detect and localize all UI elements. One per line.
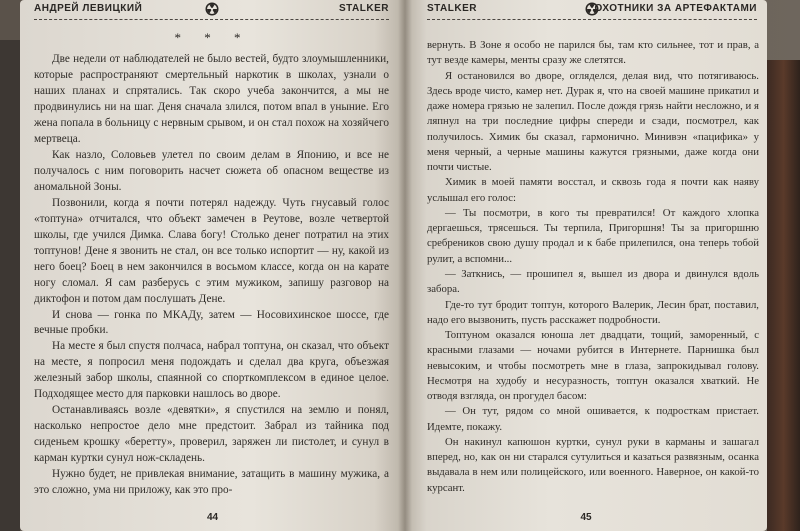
book-gutter: [398, 0, 412, 531]
running-head-title: ОХОТНИКИ ЗА АРТЕФАКТАМИ: [594, 3, 757, 14]
running-head-series: STALKER: [339, 3, 389, 14]
header-rule: [34, 19, 389, 20]
paragraph: Он накинул капюшон куртки, сунул руки в карманы и зашагал вперед, но, как он ни старался сутулиться и казаться развязным, осанка выдавала в нем или полицейского, или военного. Наверное, он какой-то курсант.: [427, 435, 759, 494]
paragraph: Где-то тут бродит топтун, которого Валерик, Лесин брат, поставил, надо его вызвонить, пусть расскажет подробности.: [427, 298, 759, 326]
left-page: [20, 0, 405, 531]
left-page-header: [34, 0, 389, 22]
left-page-body: [34, 52, 389, 499]
paragraph: Топтуном оказался юноша лет двадцати, тощий, заморенный, с красными глазами — ночами рубится в Интернете. Парнишка был невысоким, и чтобы посмотреть мне в глаза, запрокидывал голову. Несмотря на худобу и несуразность, топтун оказался хваткий. Не отводя взгляда, он прогудел басом:: [427, 329, 759, 403]
paragraph: Химик в моей памяти восстал, и сквозь года я почти как наяву услышал его голос:: [427, 176, 759, 204]
page-number: 45: [580, 512, 592, 523]
paragraph: Нужно будет, не привлекая внимание, затащить в машину мужика, а это сложно, ума ни приложу, как это про-: [34, 468, 389, 497]
radiation-emblem-icon: [205, 2, 219, 16]
paragraph: Я остановился во дворе, огляделся, делая вид, что потягиваюсь. Здесь вроде чисто, камер нет. Дурак я, что на своей машине прикатил и даже номера грязью не залепил. После дождя грязь найти несложно, и я ляпнул на три последние цифры спереди и сзади, посмотрел, как получилось. Химик бы сказал, гармонично. Минивэн «пацифика» у меня черный, а черные машины кажутся грязными, даже когда они почти чистые.: [427, 69, 759, 174]
paragraph: Две недели от наблюдателей не было вестей, будто злоумышленники, которые распространяют смертельный наркотик в школах, узнали о наших планах и спрятались. Так скоро учеба закончится, а мы не продвинулись ни на шаг. Деня сначала злился, потом впал в уныние. Его жена попала в больницу с нервным срывом, и он стал похож на хозяйчего мертвеца.: [34, 53, 389, 145]
right-page-header: [427, 0, 757, 22]
paragraph: — Заткнись, — прошипел я, вышел из двора и двинулся вдоль забора.: [427, 267, 759, 296]
paragraph: Как назло, Соловьев улетел по своим делам в Японию, и все не получалось с ним поговорить насчет сюжета об опасном веществе из аномальной Зоны.: [34, 148, 389, 193]
right-page-body: [427, 38, 759, 496]
header-rule: [427, 19, 757, 20]
book-cover-edge-left: [0, 40, 20, 531]
book-cover-edge-right: [767, 60, 800, 531]
paragraph: И снова — гонка по МКАДу, затем — Носовихинское шоссе, где вечные пробки.: [34, 308, 389, 337]
section-separator: * * *: [174, 30, 251, 45]
paragraph: Позвонили, когда я почти потерял надежду. Чуть гнусавый голос «топтуна» отчитался, что объект замечен в Реутове, возле четвертой школы, где учился Димка. Слава богу! Столько денег потратил на этих топтунов! Дене я звонить не стал, он все только испортит — ну, какой из него боец? Боец в нем закончился в восьмом классе, когда он на карате ногу сломал. Я сам разберусь с этим мужиком, запишу разговор на диктофон и потом дам послушать Дене.: [34, 196, 389, 305]
paragraph: — Ты посмотри, в кого ты превратился! От каждого хлопка дергаешься, трясешься. Ты терпила, Пригоршня! Ты за пригоршню сребреников свою душу продал и к бабе прилепился, она теперь тобой рулит, а вспомни...: [427, 206, 759, 265]
right-page: [405, 0, 767, 531]
paragraph: вернуть. В Зоне я особо не парился бы, там кто сильнее, тот и прав, а тут везде камеры, менты сразу же слетятся.: [427, 39, 759, 67]
paragraph: — Он тут, рядом со мной ошивается, к подросткам пристает. Идемте, покажу.: [427, 405, 759, 433]
running-head-series: STALKER: [427, 3, 477, 14]
paragraph: На месте я был спустя полчаса, набрал топтуна, он сказал, что объект на месте, я попросил меня подождать и сделал два круга, объезжая железный забор школы, спаянной со спорткомплексом в единое целое. Подходящее место для парковки нашлось во дворе.: [34, 340, 389, 401]
page-number: 44: [206, 512, 219, 523]
paragraph: Останавливаясь возле «девятки», я спустился на землю и понял, насколько непростое дело мне предстоит. Забрал из тайника под сиденьем крошку «беретту», проверил, заряжен ли пистолет, и сунул в карман куртки сунул нож-складень.: [34, 404, 389, 465]
running-head-author: АНДРЕЙ ЛЕВИЦКИЙ: [34, 3, 143, 14]
